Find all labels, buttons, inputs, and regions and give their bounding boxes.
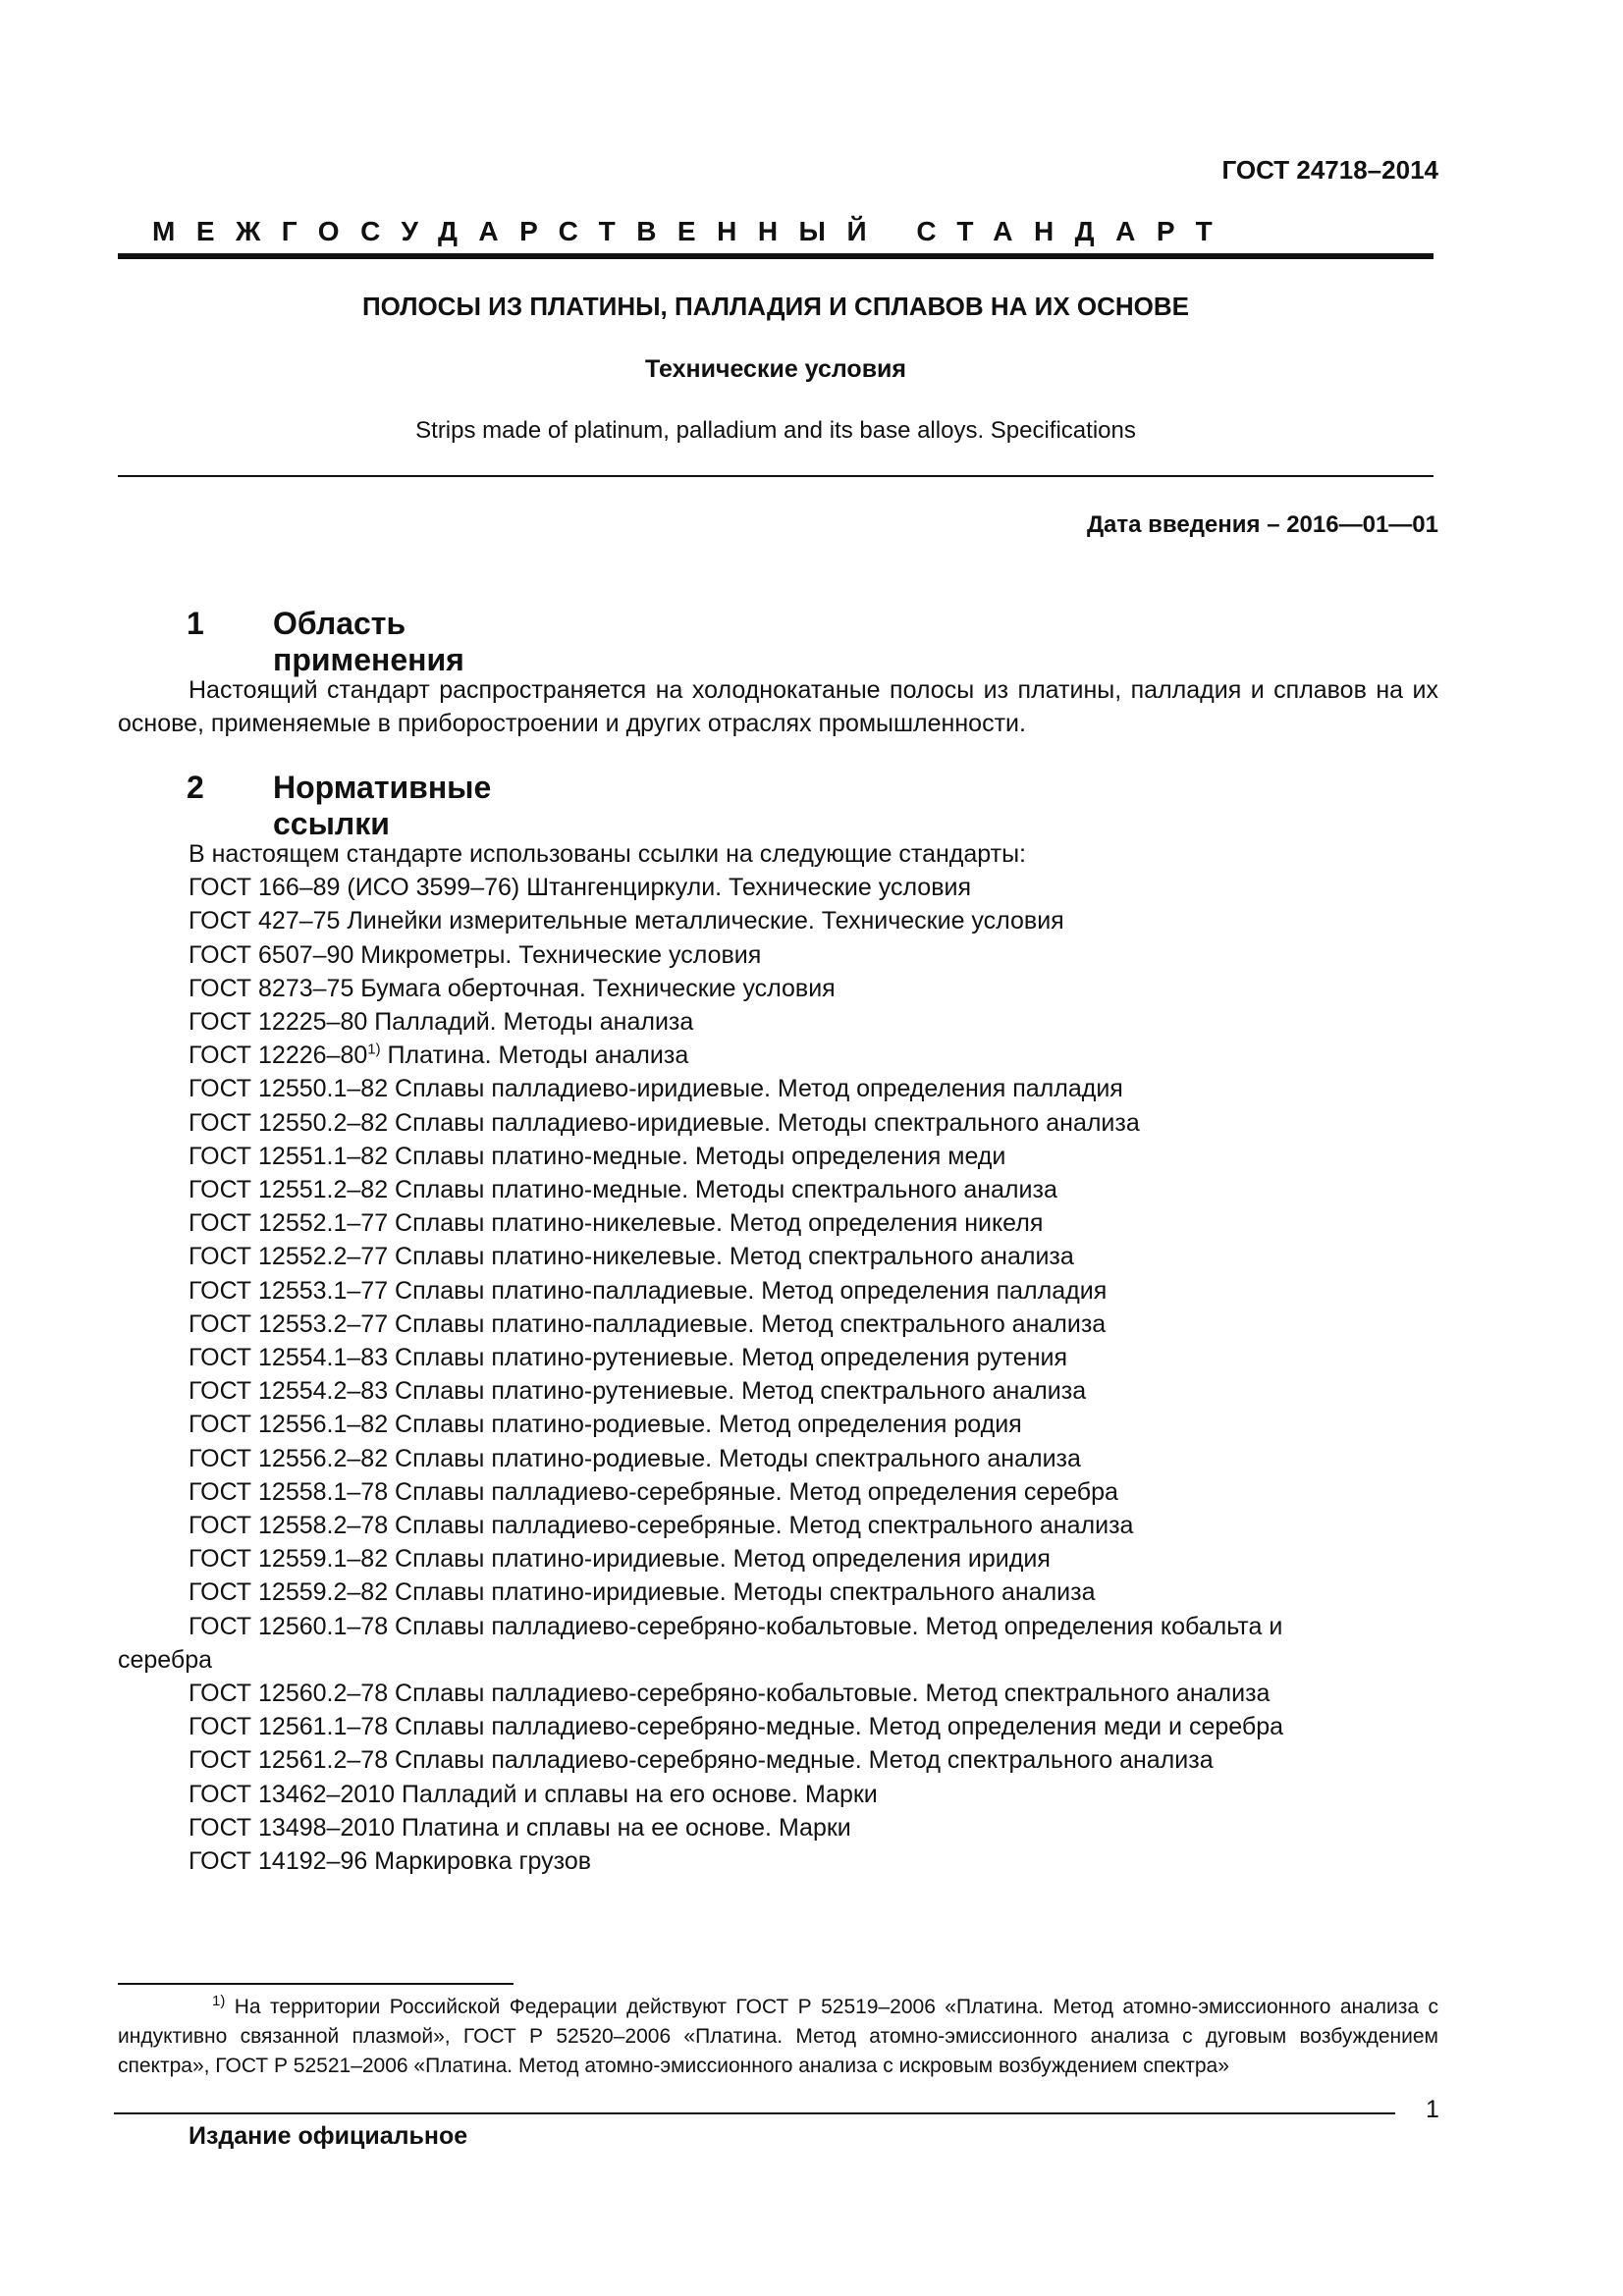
list-item: ГОСТ 12554.1–83 Сплавы платино-рутениевые. Метод определения рутения bbox=[189, 1344, 1068, 1372]
list-item: ГОСТ 12559.2–82 Сплавы платино-иридиевые. Методы спектрального анализа bbox=[189, 1578, 1096, 1607]
list-item: ГОСТ 12552.2–77 Сплавы платино-никелевые. Метод спектрального анализа bbox=[189, 1243, 1074, 1271]
list-item: ГОСТ 166–89 (ИСО 3599–76) Штангенциркули. Технические условия bbox=[189, 874, 971, 902]
footnote-divider bbox=[118, 1983, 514, 1985]
list-item: ГОСТ 14192–96 Маркировка грузов bbox=[189, 1847, 592, 1876]
effective-date: Дата введения – 2016—01—01 bbox=[1086, 511, 1438, 538]
list-item: ГОСТ 12225–80 Палладий. Методы анализа bbox=[189, 1008, 694, 1037]
reference-title: Платина. Методы анализа bbox=[380, 1041, 689, 1070]
banner-divider bbox=[118, 253, 1434, 259]
footnote bbox=[118, 1993, 1438, 2081]
list-item: ГОСТ 12556.2–82 Сплавы платино-родиевые. Методы спектрального анализа bbox=[189, 1444, 1081, 1472]
references-list bbox=[118, 837, 1438, 1878]
list-item: ГОСТ 12556.1–82 Сплавы платино-родиевые. Метод определения родия bbox=[189, 1411, 1022, 1439]
list-item: ГОСТ 12551.1–82 Сплавы платино-медные. Методы определения меди bbox=[189, 1142, 1006, 1170]
section-number: 2 bbox=[187, 770, 204, 805]
list-item bbox=[118, 1039, 1438, 1072]
section-title: Нормативные ссылки bbox=[273, 770, 492, 841]
references-intro: В настоящем стандарте использованы ссылки на следующие стандарты: bbox=[189, 840, 1027, 868]
list-item: ГОСТ 12552.1–77 Сплавы платино-никелевые. Метод определения никеля bbox=[189, 1209, 1044, 1238]
footer-divider bbox=[114, 2112, 1395, 2114]
edition-label: Издание официальное bbox=[189, 2122, 468, 2150]
title-divider bbox=[118, 475, 1434, 477]
list-item: ГОСТ 12550.2–82 Сплавы палладиево-иридиевые. Методы спектрального анализа bbox=[189, 1108, 1140, 1137]
document-title: ПОЛОСЫ ИЗ ПЛАТИНЫ, ПАЛЛАДИЯ И СПЛАВОВ НА ИХ ОСНОВЕ bbox=[361, 292, 1190, 321]
list-item: ГОСТ 12561.2–78 Сплавы палладиево-серебряно-медные. Метод спектрального анализа bbox=[189, 1746, 1214, 1775]
footnote-text: На территории Российской Федерации действуют ГОСТ Р 52519–2006 «Платина. Метод атомно-эмиссионного анализа с индуктивно связанной плазмой», ГОСТ Р 52520–2006 «Платина. Метод атомно-эмиссионного анализа с дуговым возбуждением спектра», ГОСТ Р 52521–2006 «Платина. Метод атомно-эмиссионного анализа с искровым возбуждением спектра» bbox=[118, 1996, 1438, 2077]
scope-paragraph: Настоящий стандарт распространяется на холоднокатаные полосы из платины, палладия и сплавов на их основе, применяемые в приборостроении и других отраслях промышленности. bbox=[118, 676, 1438, 737]
list-item: ГОСТ 12561.1–78 Сплавы палладиево-серебряно-медные. Метод определения меди и серебра bbox=[189, 1713, 1284, 1741]
list-item: ГОСТ 8273–75 Бумага оберточная. Технические условия bbox=[189, 974, 836, 1002]
list-item: ГОСТ 12553.2–77 Сплавы платино-палладиевые. Метод спектрального анализа bbox=[189, 1309, 1107, 1338]
list-item: ГОСТ 12558.1–78 Сплавы палладиево-серебряные. Метод определения серебра bbox=[189, 1477, 1118, 1506]
list-item: ГОСТ 13462–2010 Палладий и сплавы на его основе. Марки bbox=[189, 1780, 878, 1808]
list-item: ГОСТ 427–75 Линейки измерительные металлические. Технические условия bbox=[189, 907, 1064, 935]
reference-code: ГОСТ 12226–80 bbox=[189, 1041, 368, 1070]
list-item: ГОСТ 12558.2–78 Сплавы палладиево-серебряные. Метод спектрального анализа bbox=[189, 1512, 1134, 1540]
list-item: ГОСТ 6507–90 Микрометры. Технические условия bbox=[189, 940, 762, 969]
footnote-marker[interactable]: 1) bbox=[367, 1041, 381, 1058]
section-number: 1 bbox=[187, 606, 204, 641]
english-title: Strips made of platinum, palladium and its base alloys. Specifications bbox=[415, 417, 1136, 444]
list-item: ГОСТ 12560.2–78 Сплавы палладиево-серебряно-кобальтовые. Метод спектрального анализа bbox=[189, 1680, 1271, 1708]
document-number: ГОСТ 24718–2014 bbox=[1221, 155, 1438, 185]
list-item: ГОСТ 13498–2010 Платина и сплавы на ее основе. Марки bbox=[189, 1813, 851, 1842]
section-title: Область применения bbox=[273, 606, 464, 677]
list-item: ГОСТ 12551.2–82 Сплавы платино-медные. Методы спектрального анализа bbox=[189, 1176, 1057, 1204]
list-item: ГОСТ 12554.2–83 Сплавы платино-рутениевые. Метод спектрального анализа bbox=[189, 1377, 1087, 1406]
list-item: ГОСТ 12560.1–78 Сплавы палладиево-серебряно-кобальтовые. Метод определения кобальта и bbox=[189, 1612, 1283, 1640]
standard-banner: МЕЖГОСУДАРСТВЕННЫЙ СТАНДАРТ bbox=[152, 216, 1234, 246]
footnote-number: 1) bbox=[212, 1993, 226, 2009]
list-item-continuation: серебра bbox=[118, 1645, 213, 1674]
document-subtitle: Технические условия bbox=[644, 355, 907, 383]
page-number: 1 bbox=[1426, 2096, 1439, 2123]
list-item: ГОСТ 12553.1–77 Сплавы платино-палладиевые. Метод определения палладия bbox=[189, 1276, 1108, 1305]
list-item: ГОСТ 12559.1–82 Сплавы платино-иридиевые. Метод определения иридия bbox=[189, 1545, 1051, 1574]
list-item: ГОСТ 12550.1–82 Сплавы палладиево-иридиевые. Метод определения палладия bbox=[189, 1075, 1123, 1103]
